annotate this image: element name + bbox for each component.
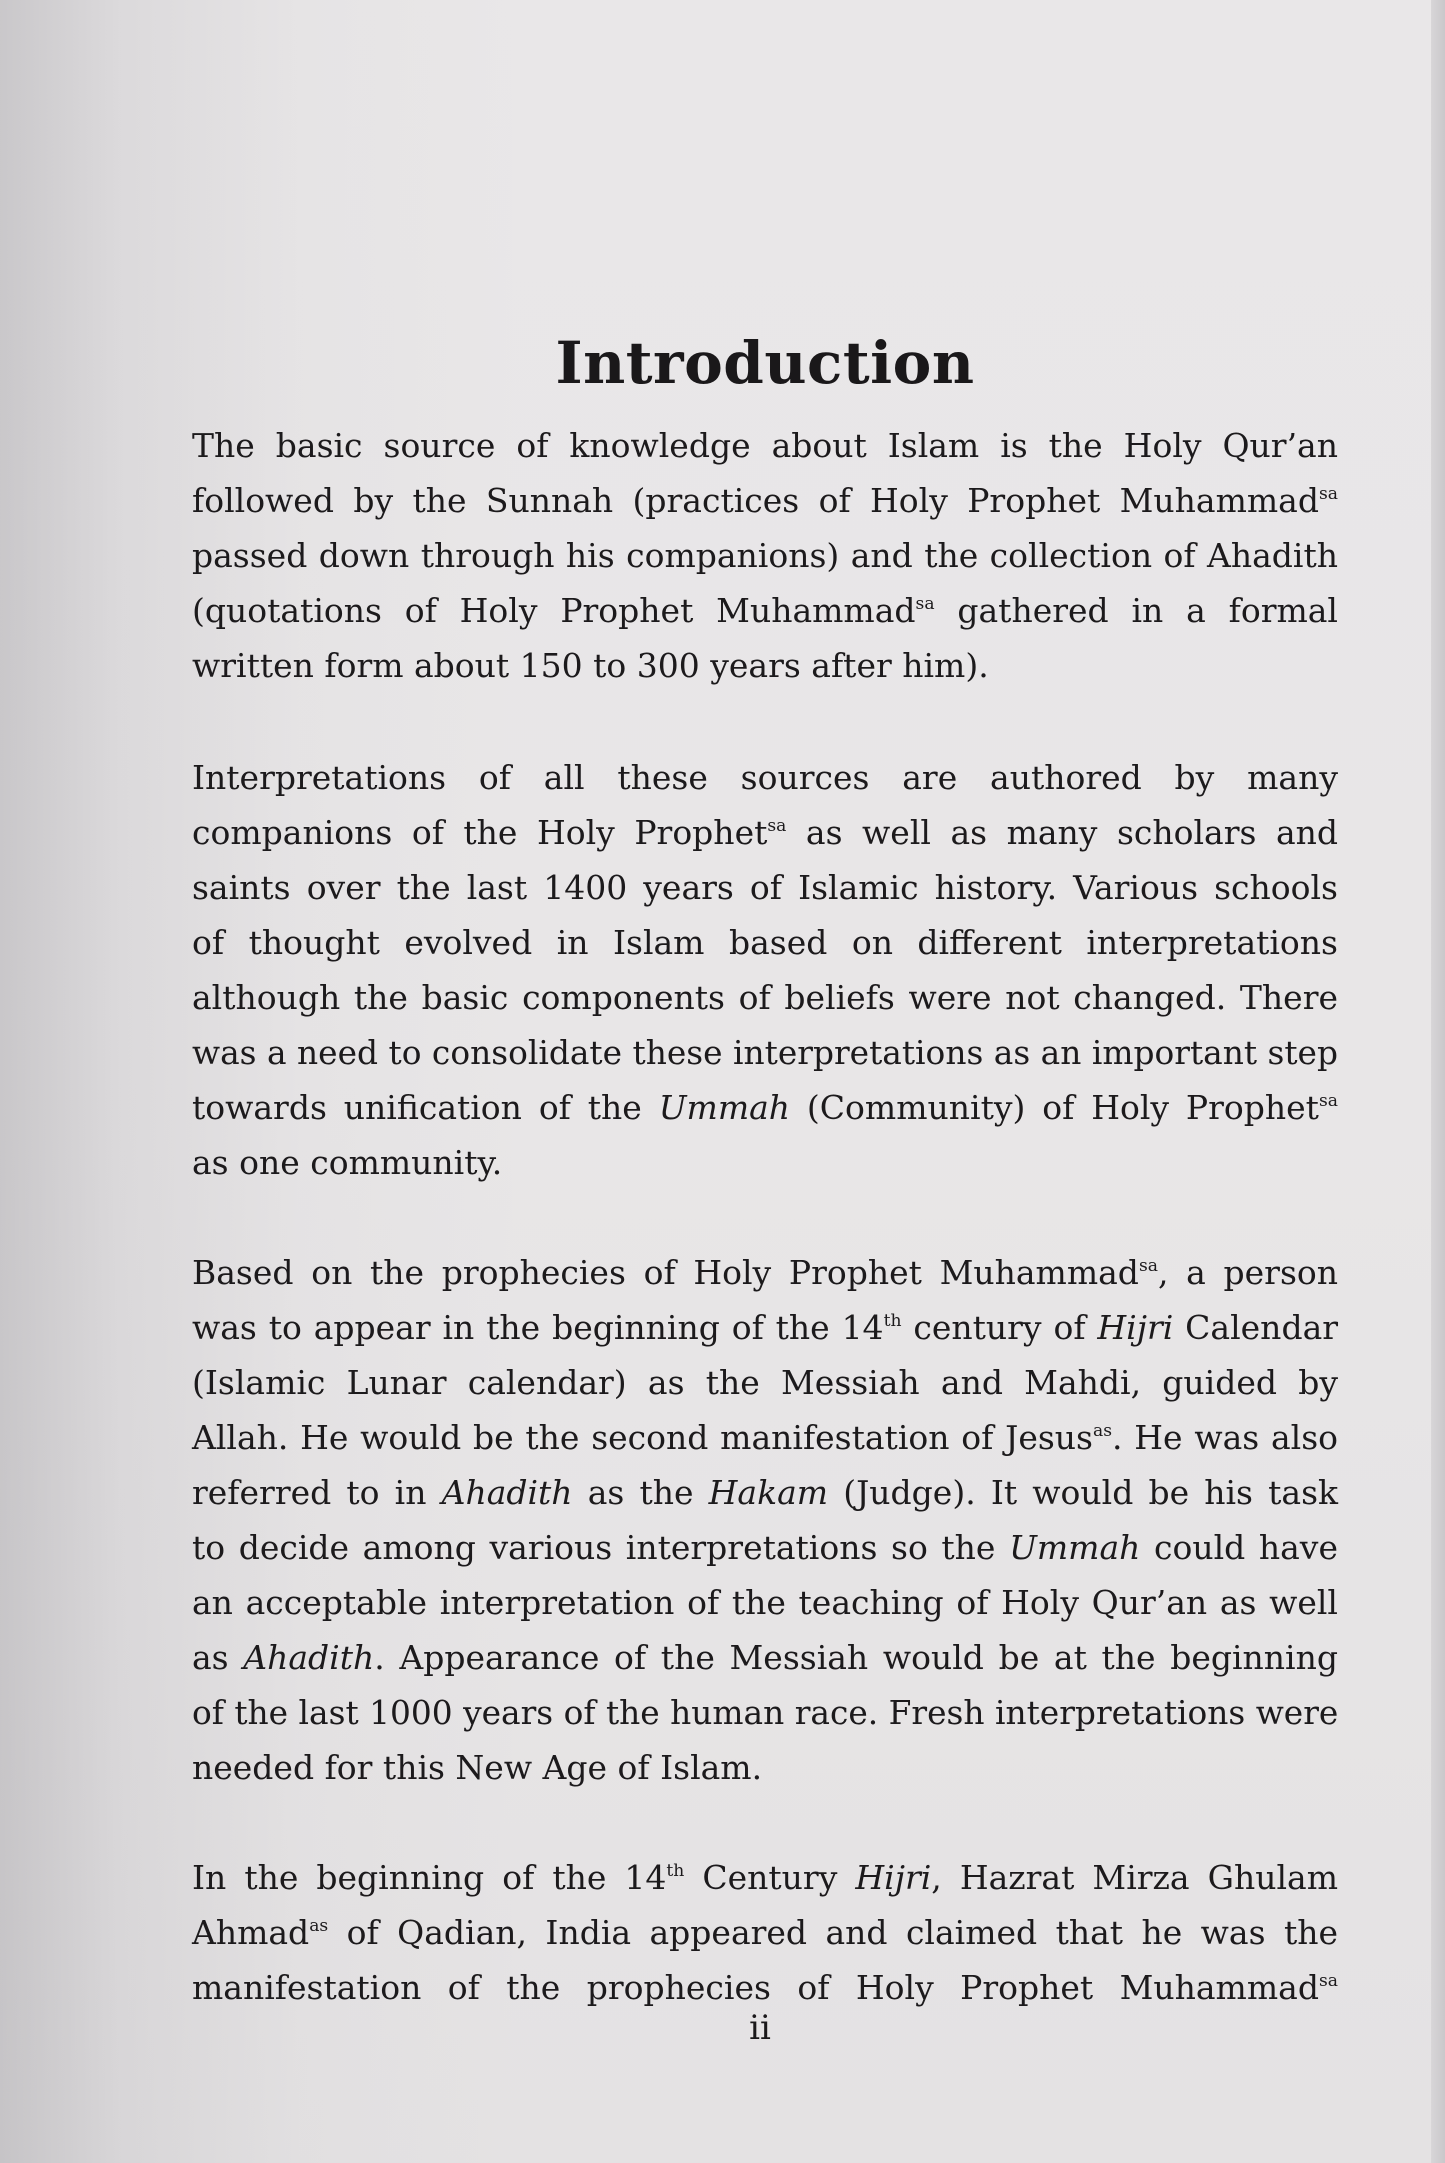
page-edge-shadow <box>1431 0 1445 2163</box>
text-run: although the basic components of beliefs were not changed. There <box>192 978 1338 1017</box>
text-line <box>192 638 1338 693</box>
text-run: In the beginning of the 14 <box>192 1858 667 1897</box>
text-line <box>192 970 1338 1025</box>
text-line <box>192 1135 1338 1190</box>
text-run: century of <box>901 1308 1098 1347</box>
text-line <box>192 1410 1338 1465</box>
paragraph-messiah-prophecy <box>192 1245 1338 1795</box>
italic-term: Hijri <box>855 1858 932 1897</box>
text-line <box>192 1300 1338 1355</box>
text-run: as the <box>572 1473 709 1512</box>
honorific-superscript: sa <box>1318 1091 1338 1112</box>
italic-term: Ahadith <box>441 1473 573 1512</box>
text-run: as <box>192 1638 244 1677</box>
text-run: of the last 1000 years of the human race. Fresh interpretations were <box>192 1693 1339 1732</box>
text-run: followed by the Sunnah (practices of Holy Prophet Muhammad <box>192 481 1319 520</box>
text-line <box>192 1025 1338 1080</box>
text-line <box>192 418 1338 473</box>
text-line <box>192 1080 1338 1135</box>
text-run: needed for this New Age of Islam. <box>192 1748 763 1787</box>
honorific-superscript: th <box>883 1311 902 1332</box>
paragraph-mirza-ghulam-ahmad <box>192 1850 1338 2015</box>
text-run: companions of the Holy Prophet <box>192 813 768 852</box>
text-run: (Community) of Holy Prophet <box>790 1088 1319 1127</box>
text-line <box>192 583 1338 638</box>
text-line <box>192 805 1338 860</box>
text-line <box>192 1575 1338 1630</box>
text-run: towards unification of the <box>192 1088 659 1127</box>
text-run: as one community. <box>192 1143 503 1182</box>
text-run: of thought evolved in Islam based on different interpretations <box>192 923 1338 962</box>
text-line <box>192 1685 1338 1740</box>
text-line <box>192 1520 1338 1575</box>
text-line <box>192 1740 1338 1795</box>
text-run: The basic source of knowledge about Islam is the Holy Qur’an <box>192 426 1338 465</box>
text-run: gathered in a formal <box>934 591 1338 630</box>
page-title: Introduction <box>555 328 975 397</box>
honorific-superscript: as <box>1092 1421 1113 1442</box>
text-run: could have <box>1140 1528 1338 1567</box>
text-run: , a person <box>1157 1253 1338 1292</box>
paragraph-sources <box>192 418 1338 693</box>
text-line <box>192 528 1338 583</box>
text-run: Century <box>684 1858 856 1897</box>
text-run: Calendar <box>1173 1308 1339 1347</box>
text-run: was to appear in the beginning of the 14 <box>192 1308 884 1347</box>
text-line <box>192 1630 1338 1685</box>
italic-term: Hijri <box>1097 1308 1174 1347</box>
text-run: (Islamic Lunar calendar) as the Messiah and Mahdi, guided by <box>192 1363 1338 1402</box>
text-run: . Appearance of the Messiah would be at the beginning <box>374 1638 1338 1677</box>
text-line <box>192 915 1338 970</box>
text-run: written form about 150 to 300 years after him). <box>192 646 989 685</box>
text-run: Interpretations of all these sources are authored by many <box>192 758 1338 797</box>
italic-term: Ummah <box>1009 1528 1141 1567</box>
italic-term: Hakam <box>708 1473 829 1512</box>
text-run: as well as many scholars and <box>786 813 1338 852</box>
italic-term: Ahadith <box>243 1638 375 1677</box>
honorific-superscript: sa <box>1318 1971 1338 1992</box>
text-run: an acceptable interpretation of the teaching of Holy Qur’an as well <box>192 1583 1338 1622</box>
text-line <box>192 1850 1338 1905</box>
text-run: referred to in <box>192 1473 442 1512</box>
text-run: of Qadian, India appeared and claimed that he was the <box>328 1913 1338 1952</box>
italic-term: Ummah <box>658 1088 791 1127</box>
text-line <box>192 1355 1338 1410</box>
text-run: was a need to consolidate these interpretations as an important step <box>192 1033 1338 1072</box>
honorific-superscript: th <box>666 1861 685 1882</box>
honorific-superscript: as <box>309 1916 329 1937</box>
text-run: Allah. He would be the second manifestation of Jesus <box>192 1418 1093 1457</box>
page-number: ii <box>749 2008 771 2048</box>
text-line <box>192 1465 1338 1520</box>
paragraph-interpretations <box>192 750 1338 1190</box>
text-run: , Hazrat Mirza Ghulam <box>931 1858 1339 1897</box>
text-run: . He was also <box>1112 1418 1338 1457</box>
text-line <box>192 1245 1338 1300</box>
text-run: Based on the prophecies of Holy Prophet Muhammad <box>192 1253 1139 1292</box>
honorific-superscript: sa <box>767 816 787 837</box>
text-line <box>192 860 1338 915</box>
honorific-superscript: sa <box>1138 1256 1158 1277</box>
text-run: (quotations of Holy Prophet Muhammad <box>192 591 916 630</box>
text-run: (Judge). It would be his task <box>828 1473 1338 1512</box>
text-run: passed down through his companions) and the collection of Ahadith <box>192 536 1338 575</box>
text-line <box>192 1905 1338 1960</box>
text-line <box>192 1960 1338 2015</box>
text-run: saints over the last 1400 years of Islamic history. Various schools <box>192 868 1338 907</box>
text-run: to decide among various interpretations so the <box>192 1528 1010 1567</box>
text-run: Ahmad <box>192 1913 310 1952</box>
honorific-superscript: sa <box>915 594 935 615</box>
text-run: manifestation of the prophecies of Holy Prophet Muhammad <box>192 1968 1319 2007</box>
text-line <box>192 473 1338 528</box>
honorific-superscript: sa <box>1318 484 1338 505</box>
text-line <box>192 750 1338 805</box>
